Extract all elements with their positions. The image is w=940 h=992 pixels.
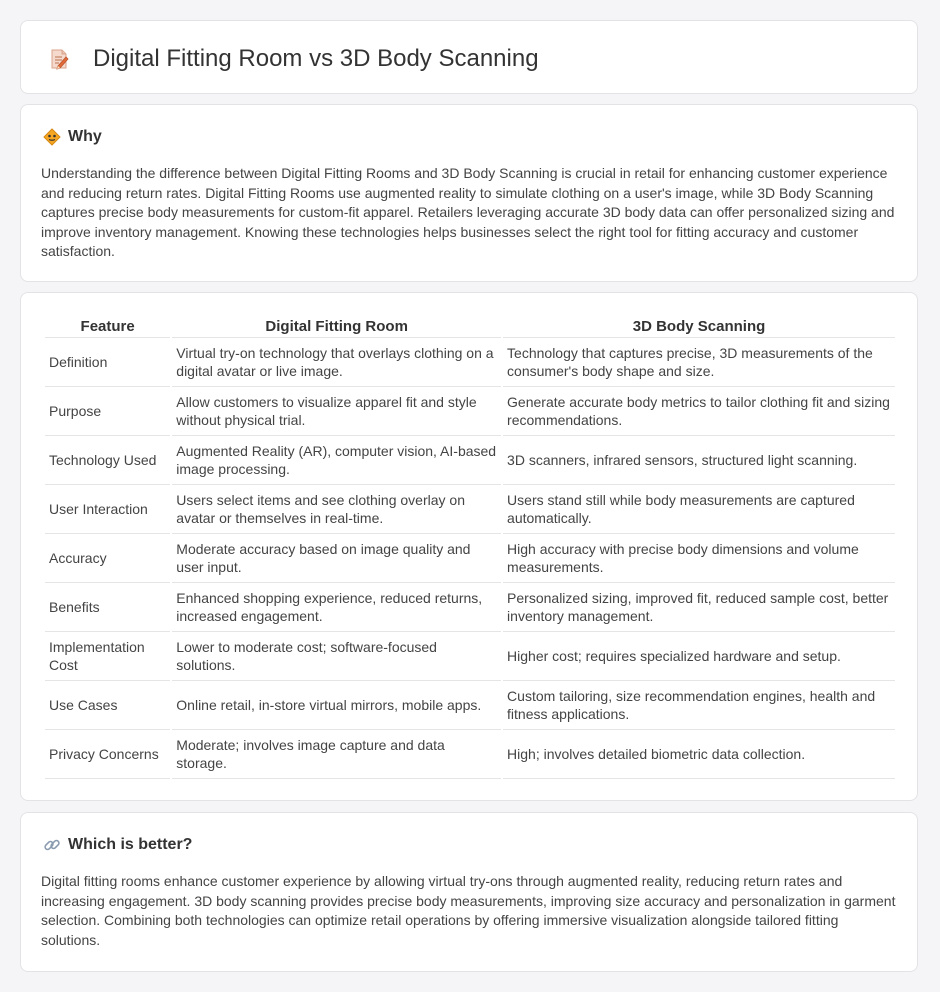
digital-fitting-room-cell: Virtual try-on technology that overlays clothing on a digital avatar or live image. [172,338,501,387]
feature-cell: Definition [45,338,170,387]
warning-sign-icon [43,128,61,146]
digital-fitting-room-cell: Users select items and see clothing overlay on avatar or themselves in real-time. [172,485,501,534]
digital-fitting-room-cell: Allow customers to visualize apparel fit and style without physical trial. [172,387,501,436]
body-scanning-cell: Generate accurate body metrics to tailor clothing fit and sizing recommendations. [503,387,895,436]
why-section [20,104,918,282]
comparison-table [43,315,897,779]
feature-cell: Implementation Cost [45,632,170,681]
better-heading: Which is better? [68,836,193,853]
why-text: Understanding the difference between Digital Fitting Rooms and 3D Body Scanning is crucial in retail for enhancing customer experience and reducing return rates. Digital Fitting Rooms use augmented reality to simulate clothing on a user's image, while 3D Body Scanning captures precise body measurements for custom-fit apparel. Retailers leveraging accurate 3D body data can offer personalized sizing and improve inventory management. Knowing these technologies helps businesses select the right tool for fitting accuracy and customer satisfaction. [41,165,895,260]
feature-cell: Accuracy [45,534,170,583]
why-header [43,127,102,147]
body-scanning-cell: Users stand still while body measurements are captured automatically. [503,485,895,534]
header-3d-body-scanning: 3D Body Scanning [503,315,895,338]
feature-cell: Technology Used [45,436,170,485]
body-scanning-cell: Custom tailoring, size recommendation engines, health and fitness applications. [503,681,895,730]
table-header-row [45,315,895,338]
feature-cell: Benefits [45,583,170,632]
table-row [45,338,895,387]
why-heading: Why [68,128,102,145]
table-row [45,485,895,534]
table-row [45,534,895,583]
memo-icon [47,47,71,71]
digital-fitting-room-cell: Augmented Reality (AR), computer vision, AI-based image processing. [172,436,501,485]
table-row [45,583,895,632]
better-text: Digital fitting rooms enhance customer experience by allowing virtual try-ons through augmented reality, reducing return rates and increasing engagement. 3D body scanning provides precise body measurements, improving size accuracy and personalization in garment selection. Combining both technologies can optimize retail operations by offering immersive visualization alongside tailored fitting solutions. [41,873,896,948]
which-is-better-section [20,812,918,972]
body-scanning-cell: Technology that captures precise, 3D measurements of the consumer's body shape and size. [503,338,895,387]
digital-fitting-room-cell: Lower to moderate cost; software-focused solutions. [172,632,501,681]
feature-cell: Purpose [45,387,170,436]
table-row [45,436,895,485]
body-scanning-cell: Personalized sizing, improved fit, reduced sample cost, better inventory management. [503,583,895,632]
body-scanning-cell: 3D scanners, infrared sensors, structured light scanning. [503,436,895,485]
table-row [45,681,895,730]
header-digital-fitting-room: Digital Fitting Room [172,315,501,338]
table-row [45,387,895,436]
better-header [43,835,192,855]
digital-fitting-room-cell: Moderate; involves image capture and data storage. [172,730,501,779]
table-row [45,730,895,779]
table-row [45,632,895,681]
body-scanning-cell: Higher cost; requires specialized hardware and setup. [503,632,895,681]
header-feature: Feature [45,315,170,338]
feature-cell: Privacy Concerns [45,730,170,779]
digital-fitting-room-cell: Online retail, in-store virtual mirrors, mobile apps. [172,681,501,730]
feature-cell: Use Cases [45,681,170,730]
digital-fitting-room-cell: Enhanced shopping experience, reduced returns, increased engagement. [172,583,501,632]
feature-cell: User Interaction [45,485,170,534]
comparison-card [20,292,918,801]
page-title: Digital Fitting Room vs 3D Body Scanning [93,45,539,72]
body-scanning-cell: High; involves detailed biometric data collection. [503,730,895,779]
digital-fitting-room-cell: Moderate accuracy based on image quality and user input. [172,534,501,583]
link-icon [43,836,61,854]
body-scanning-cell: High accuracy with precise body dimensions and volume measurements. [503,534,895,583]
title-card [20,20,918,94]
